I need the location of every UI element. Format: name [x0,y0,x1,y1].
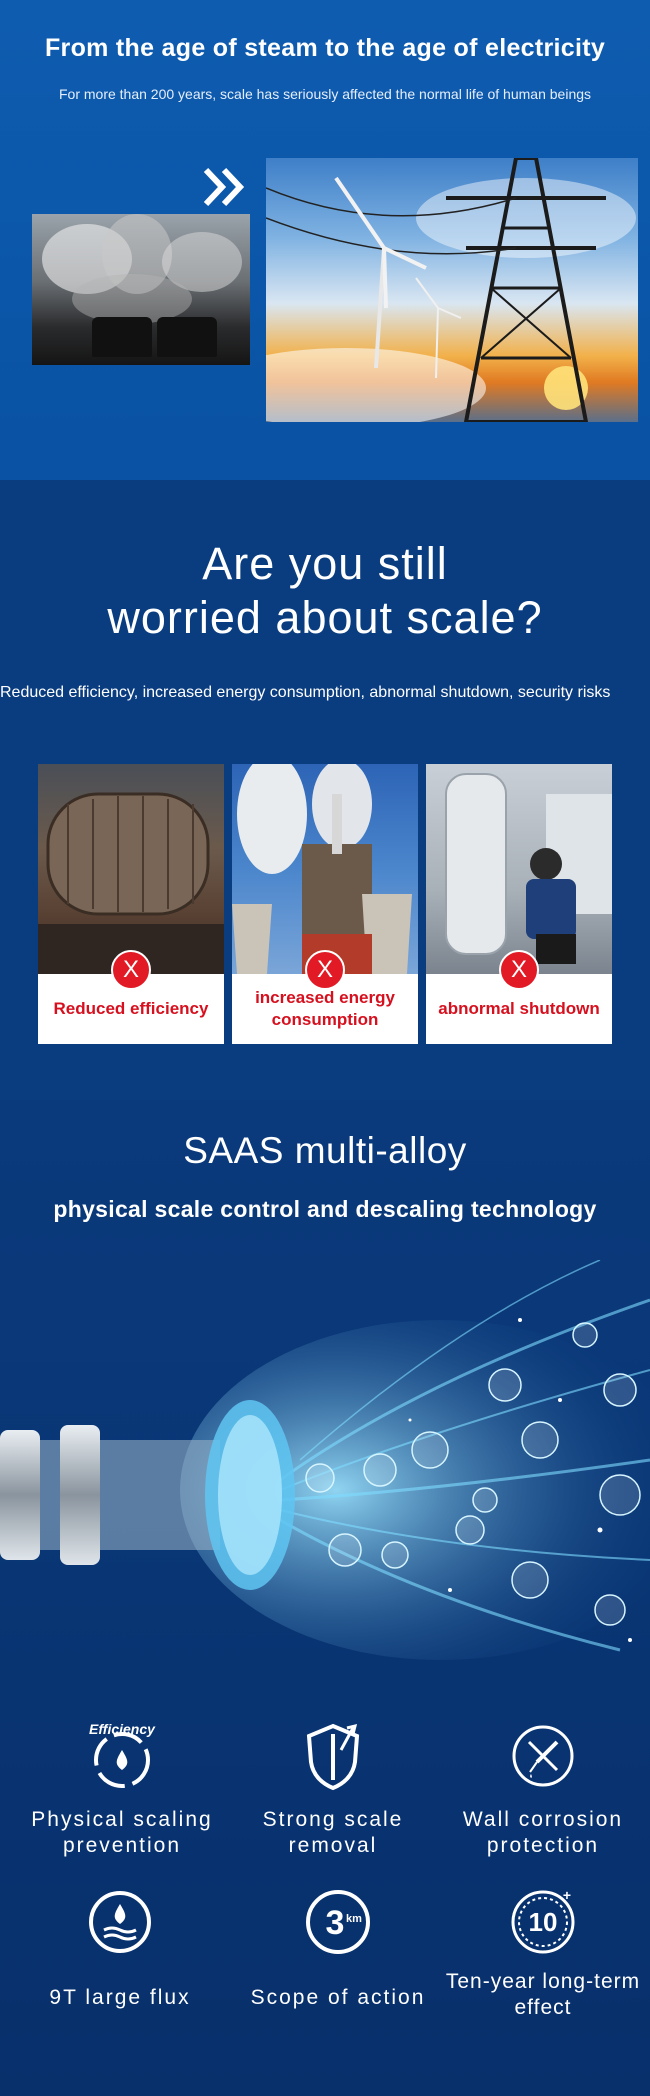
svg-text:Efficiency: Efficiency [89,1721,155,1737]
tech-subtitle: physical scale control and descaling technology [53,1196,597,1222]
worry-description: Reduced efficiency, increased energy consumption, abnormal shutdown, security risks [0,684,611,701]
feature-physical-scaling-prevention [22,1720,222,1859]
svg-text:km: km [346,1913,362,1925]
ten-year-icon [507,1886,579,1958]
worry-heading-line-1: Are you still [202,538,448,589]
svg-text:3: 3 [325,1904,345,1942]
feature-strong-scale-removal [233,1720,433,1859]
boiler-photo [38,764,224,974]
svg-text:+: + [562,1887,572,1903]
range-3km-icon [302,1886,374,1958]
efficiency-icon [86,1720,158,1792]
card-label: increased energy consumption [255,988,395,1029]
feature-scope-of-action [238,1886,438,2011]
power-tower-photo [266,158,638,422]
feature-label: Wall corrosion protection [462,1808,624,1857]
feature-label: Scope of action [250,1986,426,2009]
feature-label: Strong scale removal [262,1808,404,1857]
feature-ten-year-effect [443,1886,643,2021]
svg-text:10: 10 [528,1907,558,1937]
feature-9t-large-flux [20,1886,220,2011]
tech-title: SAAS multi-alloy [183,1130,467,1171]
x-mark-icon: X [499,950,539,990]
problem-card-energy-consumption [232,764,418,1044]
double-chevron-right-icon [200,164,250,210]
x-mark-icon: X [305,950,345,990]
feature-label: Physical scaling prevention [31,1808,213,1857]
card-label: Reduced efficiency [53,999,209,1018]
intro-content [0,0,650,480]
maintenance-photo [426,764,612,974]
intro-title: From the age of steam to the age of electricity [44,34,606,62]
pipette-icon [507,1720,579,1792]
descaler-visual [0,1260,650,1660]
worry-heading-line-2: worried about scale? [107,592,543,643]
problem-card-reduced-efficiency [38,764,224,1044]
problem-card-abnormal-shutdown [426,764,612,1044]
steam-train-photo [32,214,250,365]
shield-icon [297,1720,369,1792]
feature-label: 9T large flux [49,1986,191,2009]
x-mark-icon: X [111,950,151,990]
power-plant-photo [232,764,418,974]
card-label: abnormal shutdown [438,999,600,1018]
water-drop-icon [84,1886,156,1958]
intro-subtitle: For more than 200 years, scale has seriously affected the normal life of human beings [58,86,592,102]
feature-label: Ten-year long-term effect [445,1970,641,2019]
feature-wall-corrosion-protection [443,1720,643,1859]
